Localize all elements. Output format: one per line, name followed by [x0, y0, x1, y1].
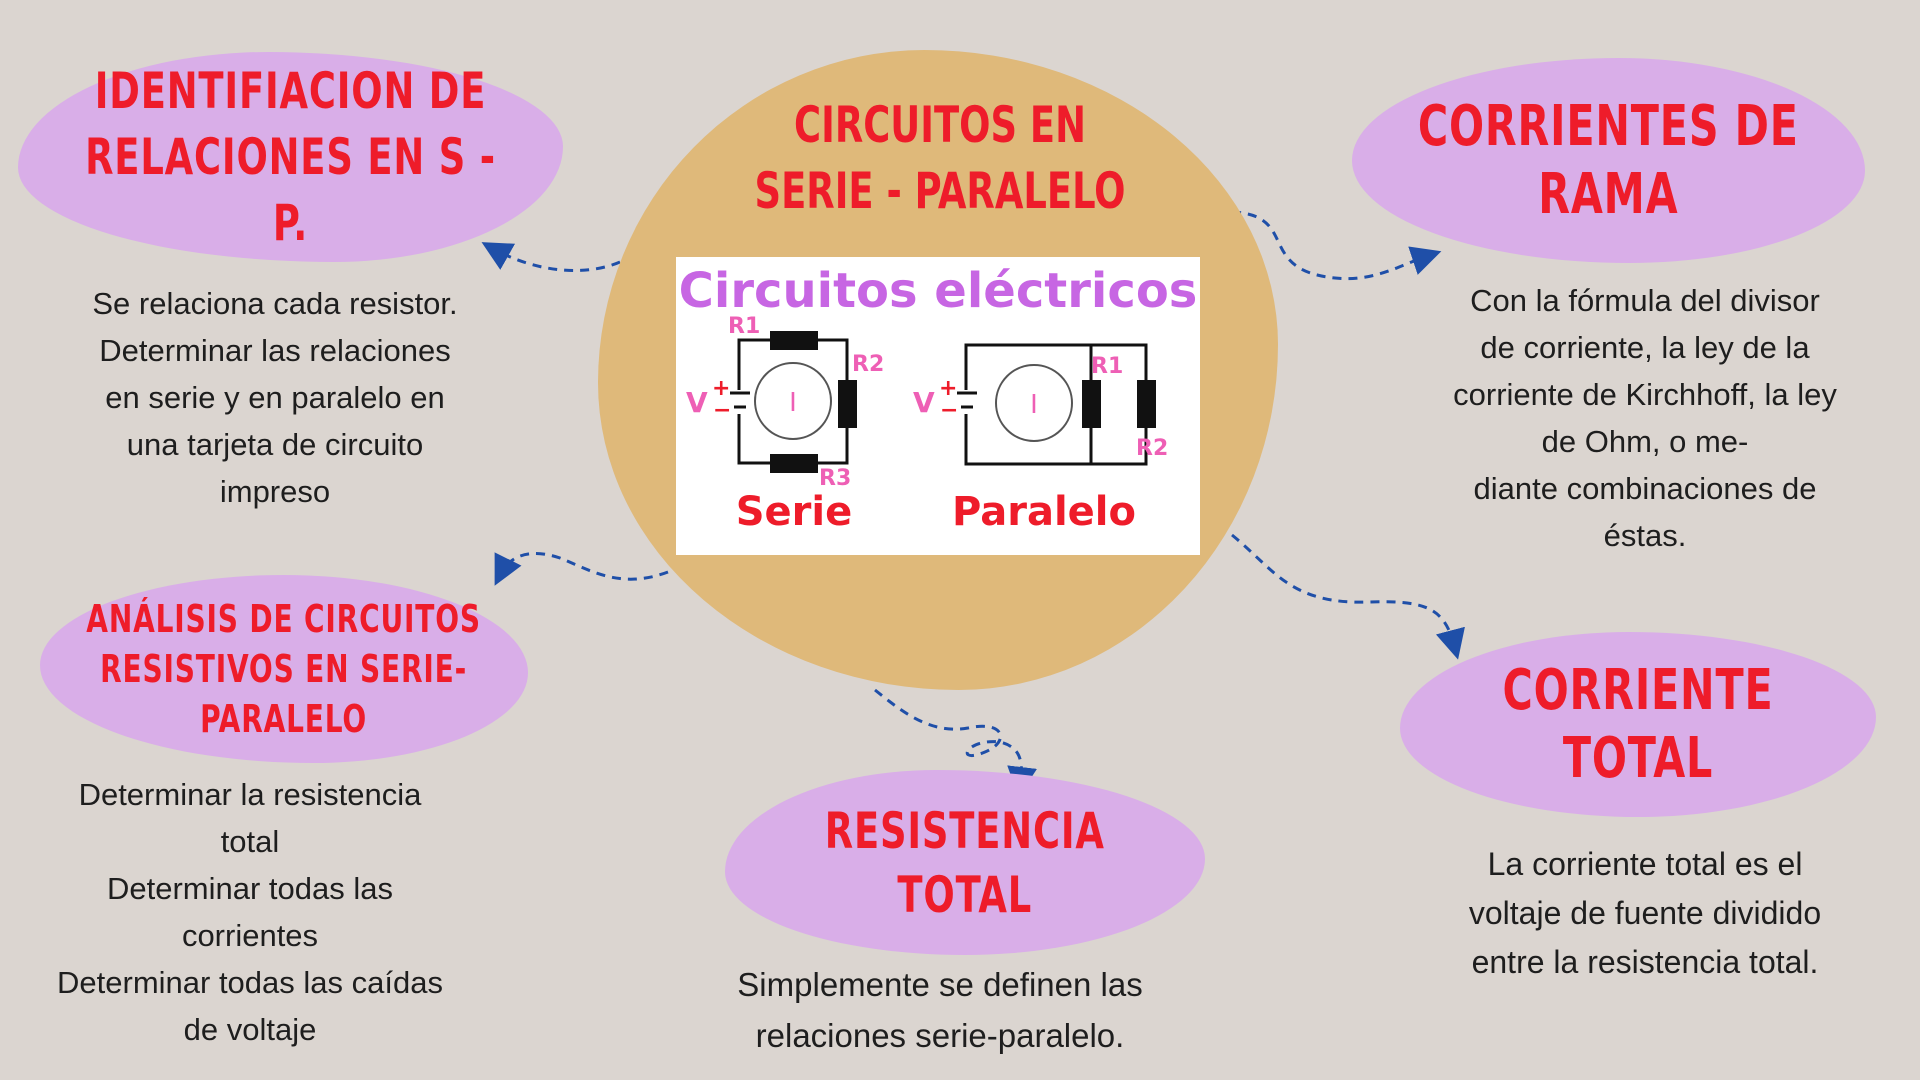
arrow-to-corriente-total [1232, 535, 1455, 648]
parallel-resistor-r1 [1082, 380, 1101, 428]
corriente-total-desc-line: entre la resistencia total. [1471, 944, 1819, 980]
analisis-title-line1: ANÁLISIS DE CIRCUITOS [86, 597, 482, 641]
central-title [743, 92, 1137, 224]
parallel-resistor-r2 [1137, 380, 1156, 428]
series-voltage-label: V [686, 386, 708, 419]
resistencia-description [700, 959, 1180, 1061]
corriente-total-desc-line: La corriente total es el [1487, 846, 1803, 882]
resistencia-title [825, 799, 1105, 927]
analisis-title [87, 594, 482, 744]
node-analisis [40, 575, 528, 763]
corrientes-rama-desc-line: corriente de Kirchhoff, la ley [1453, 377, 1837, 412]
identificacion-desc-line: una tarjeta de circuito [126, 427, 424, 462]
resistencia-desc-line: Simplemente se definen las [737, 966, 1143, 1003]
parallel-r2-label: R2 [1136, 436, 1169, 461]
parallel-circuit [913, 345, 1168, 464]
corrientes-rama-desc-line: Con la fórmula del divisor [1470, 283, 1820, 318]
corrientes-rama-desc-line: de corriente, la ley de la [1480, 330, 1810, 365]
parallel-current-label: I [1030, 390, 1038, 420]
resistencia-title-line1: RESISTENCIA [824, 801, 1106, 860]
identificacion-desc-line: en serie y en paralelo en [105, 380, 445, 415]
corrientes-rama-title-line2: RAMA [1538, 161, 1679, 227]
parallel-label: Paralelo [952, 489, 1136, 535]
series-resistor-r3 [770, 454, 818, 473]
analisis-desc-line: Determinar todas las [106, 871, 393, 906]
corrientes-rama-title-line1: CORRIENTES DE [1418, 93, 1799, 159]
analisis-desc-line: Determinar todas las caídas [57, 965, 443, 1000]
identificacion-desc-line: impreso [219, 474, 331, 509]
analisis-title-line2: RESISTIVOS EN SERIE- [100, 647, 468, 691]
resistencia-desc-line: relaciones serie-paralelo. [755, 1017, 1125, 1054]
analisis-desc-line: Determinar la resistencia [78, 777, 422, 812]
identificacion-desc-line: Se relaciona cada resistor. [92, 286, 458, 321]
series-plus-sign: + [712, 376, 731, 401]
circuit-heading: Circuitos eléctricos [678, 263, 1198, 319]
series-current-label: I [789, 388, 797, 418]
analisis-desc-line: de voltaje [183, 1012, 317, 1047]
series-r1-label: R1 [728, 314, 761, 339]
parallel-r1-label: R1 [1091, 354, 1124, 379]
analisis-title-line3: PARALELO [200, 697, 368, 741]
series-resistor-r2 [838, 380, 857, 428]
corriente-total-title: CORRIENTE TOTAL [1502, 657, 1774, 791]
analisis-desc-line: total [220, 824, 280, 859]
corrientes-rama-description [1425, 277, 1865, 559]
analisis-desc-line: corrientes [181, 918, 319, 953]
node-resistencia-total [725, 770, 1205, 955]
identificacion-title-line1: IDENTIFIACION DE [94, 62, 487, 120]
series-resistor-r1 [770, 331, 818, 350]
node-identificacion [18, 52, 563, 262]
corrientes-rama-desc-line: éstas. [1603, 518, 1687, 553]
series-circuit [686, 314, 884, 491]
parallel-plus-sign: + [939, 376, 958, 401]
corrientes-rama-desc-line: de Ohm, o me- [1541, 424, 1749, 459]
corrientes-rama-title [1418, 93, 1799, 229]
central-title-line2: SERIE - PARALELO [754, 162, 1126, 220]
node-corriente-total [1400, 632, 1876, 817]
circuit-diagram [676, 257, 1200, 555]
corriente-total-desc-line: voltaje de fuente dividido [1468, 895, 1822, 931]
corriente-total-description [1425, 840, 1865, 987]
identificacion-title [67, 58, 514, 256]
identificacion-desc-line: Determinar las relaciones [99, 333, 451, 368]
series-r3-label: R3 [819, 466, 852, 491]
identificacion-title-line2: RELACIONES EN S - P. [85, 128, 496, 252]
analisis-description [20, 771, 480, 1053]
parallel-minus-sign: − [940, 398, 959, 423]
resistencia-title-line2: TOTAL [897, 865, 1033, 924]
corrientes-rama-desc-line: diante combinaciones de [1473, 471, 1817, 506]
series-r2-label: R2 [852, 352, 885, 377]
parallel-voltage-label: V [913, 386, 935, 419]
series-label: Serie [735, 489, 853, 535]
central-title-line1: CIRCUITOS EN [794, 96, 1086, 154]
arrow-to-analisis [500, 553, 668, 579]
circuit-image-card [676, 257, 1200, 555]
identificacion-description [60, 280, 490, 515]
series-minus-sign: − [713, 398, 732, 423]
